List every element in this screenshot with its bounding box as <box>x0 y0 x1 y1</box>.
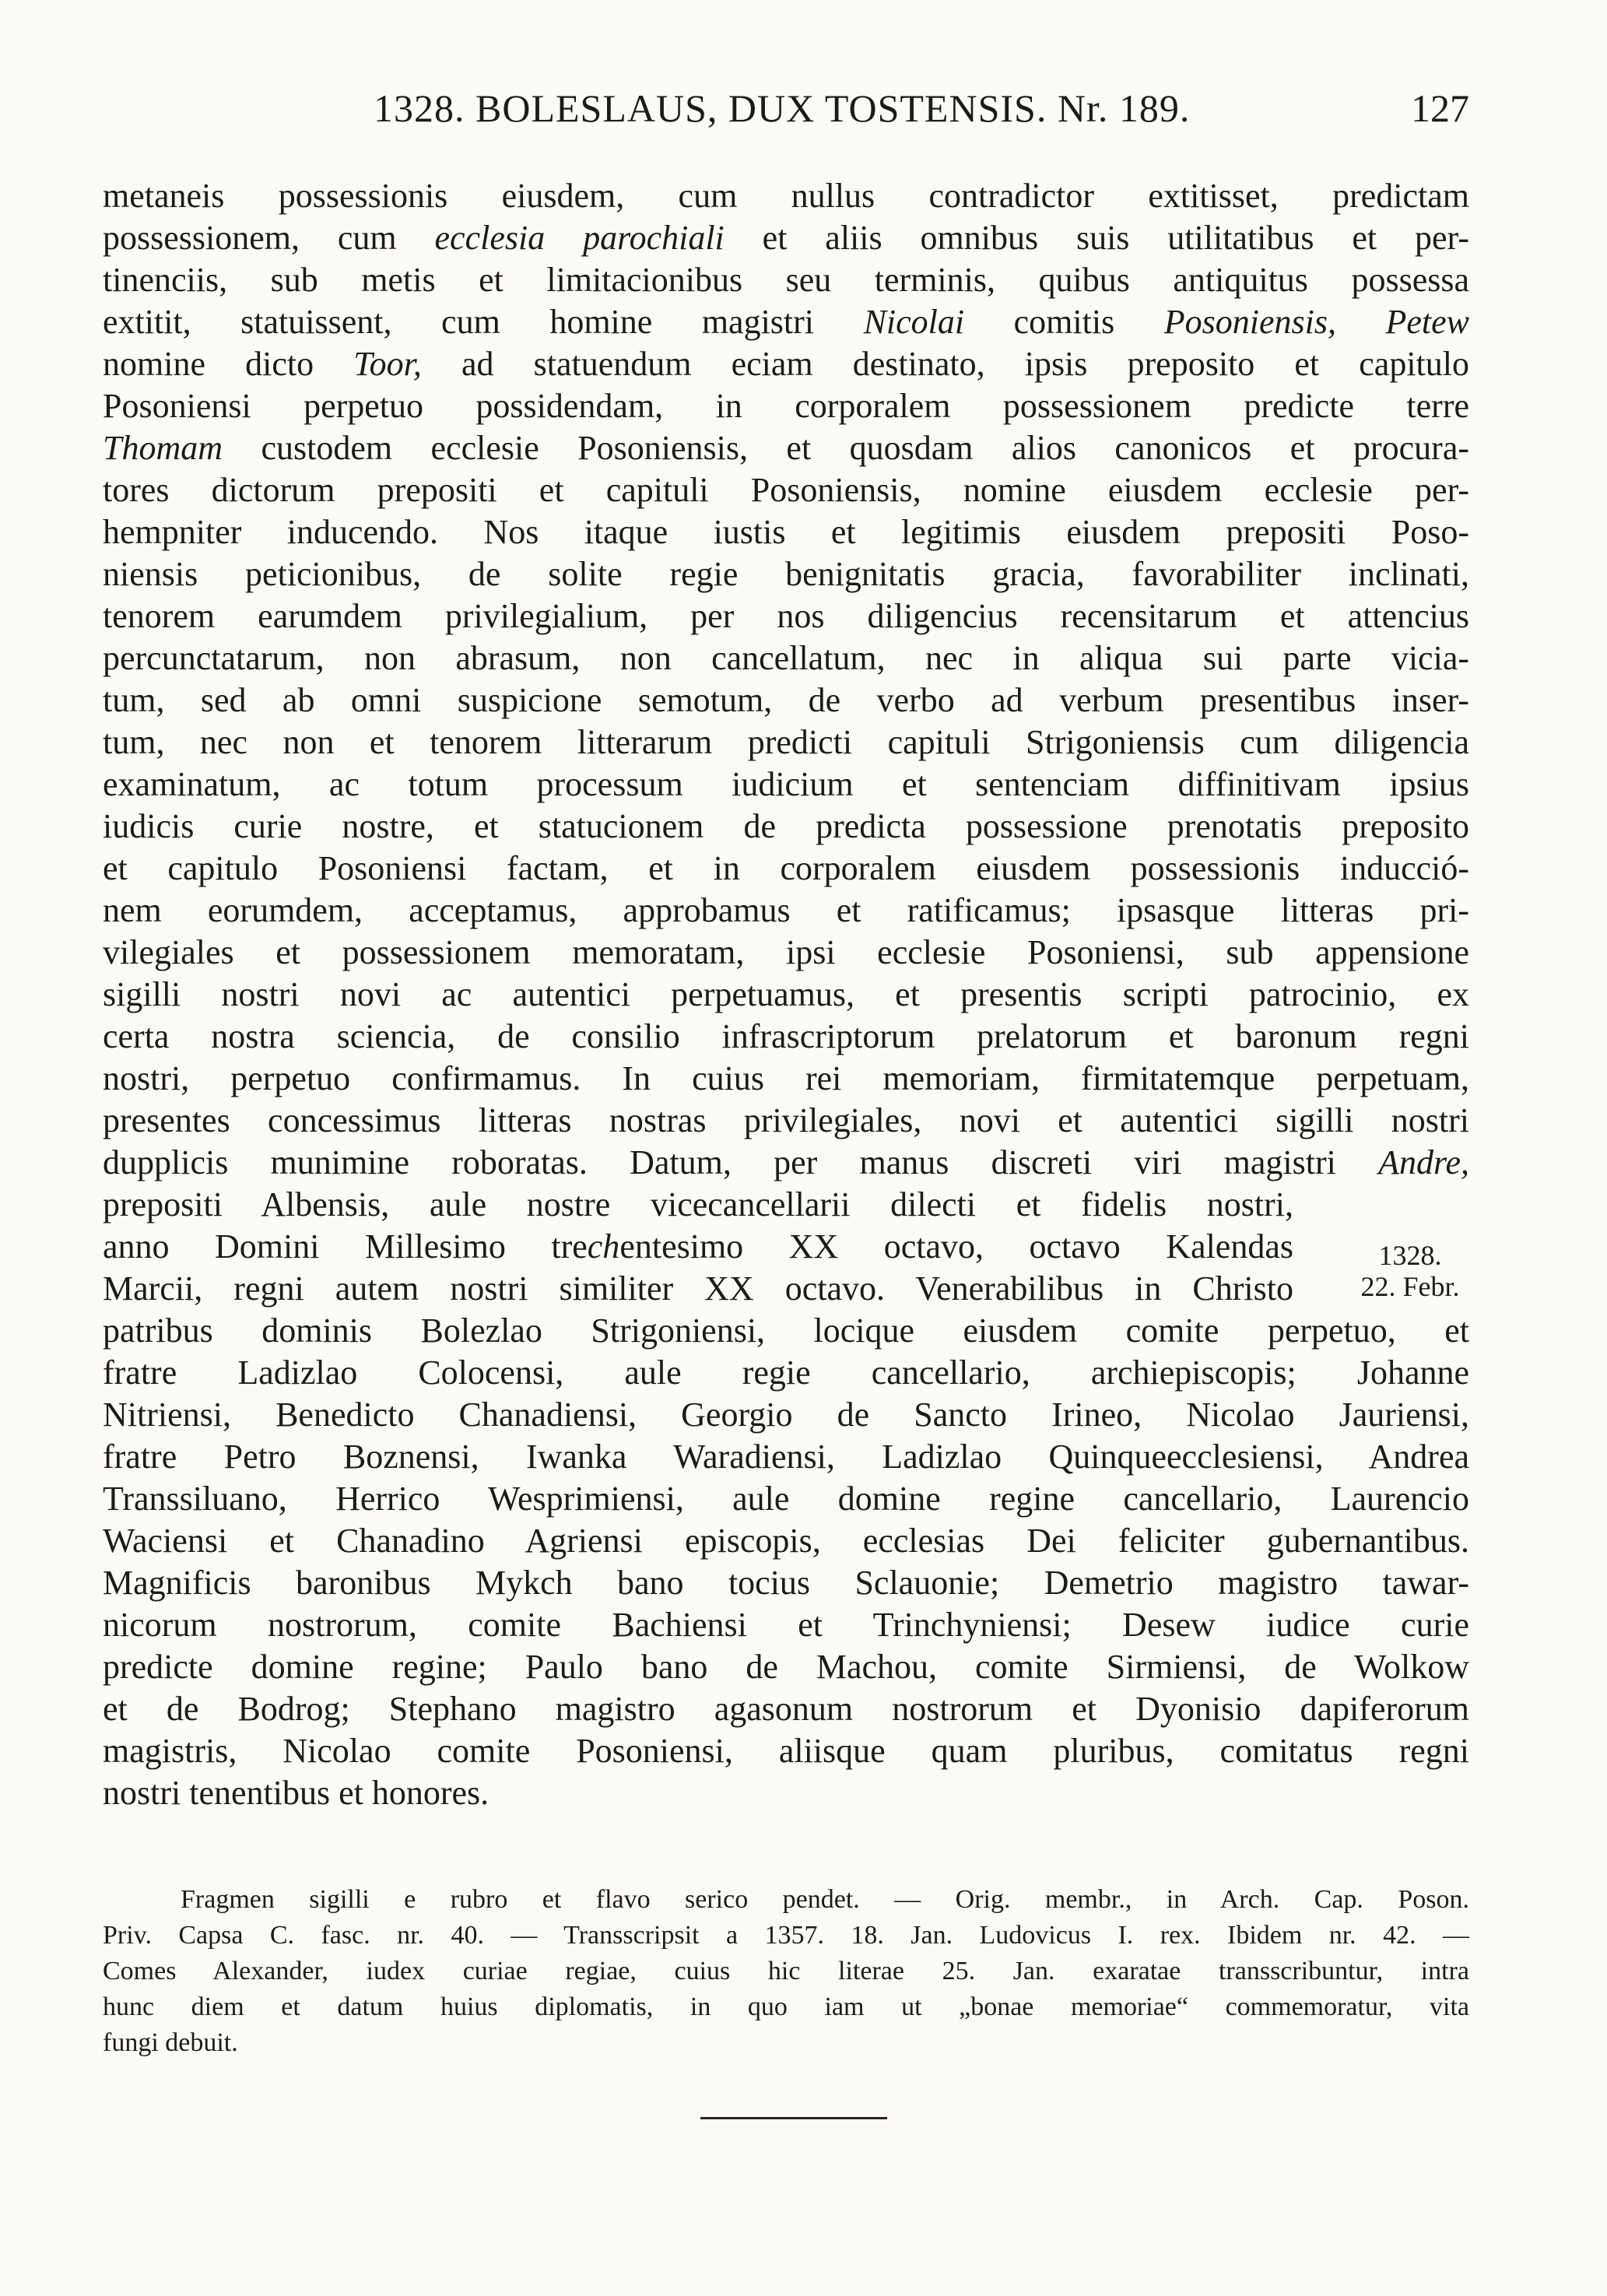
text-segment: comitis <box>964 303 1164 341</box>
text-line: fratre Ladizlao Colocensi, aule regie cancellario, archiepiscopis; Johanne <box>103 1353 1469 1392</box>
text-segment: dupplicis munimine roboratas. Datum, per manus discreti viri magistri <box>103 1143 1379 1181</box>
text-line: vilegiales et possessionem memoratam, ipsi ecclesie Posoniensi, sub appensione <box>103 933 1469 971</box>
text-line: tum, nec non et tenorem litterarum predicti capituli Strigoniensis cum diligencia <box>103 723 1469 761</box>
text-line <box>103 301 1469 343</box>
text-line <box>103 1142 1469 1184</box>
text-line: Magnificis baronibus Mykch bano tocius Sclauonie; Demetrio magistro tawar- <box>103 1564 1469 1602</box>
text-segment: anno Domini Millesimo tre <box>103 1227 588 1266</box>
margin-year: 1328. <box>1378 1240 1442 1271</box>
text-line: nicorum nostrorum, comite Bachiensi et Trinchyniensi; Desew iudice curie <box>103 1606 1469 1644</box>
text-line: prepositi Albensis, aule nostre vicecancellarii dilecti et fidelis nostri, <box>103 1185 1293 1223</box>
text-line <box>103 427 1469 469</box>
text-segment: nomine dicto <box>103 345 354 383</box>
text-line <box>103 343 1469 385</box>
text-line: Waciensi et Chanadino Agriensi episcopis, ecclesias Dei feliciter gubernantibus. <box>103 1522 1469 1560</box>
text-line: tenorem earumdem privilegialium, per nos diligencius recensitarum et attencius <box>103 597 1469 635</box>
italic-name: Nicolai <box>863 303 965 341</box>
footnote-line: Fragmen sigilli e rubro et flavo serico pendet. — Orig. membr., in Arch. Cap. Poson. <box>181 1885 1469 1914</box>
text-segment: possessionem, cum <box>103 219 435 257</box>
text-segment: custodem ecclesie Posoniensis, et quosdam alios canonicos et procura- <box>223 429 1469 467</box>
text-line: et capitulo Posoniensi factam, et in corporalem eiusdem possessionis inducció- <box>103 849 1469 887</box>
italic-name: Posoniensis, Petew <box>1163 303 1469 341</box>
footnote-line: Priv. Capsa C. fasc. nr. 40. — Transscripsit a 1357. 18. Jan. Ludovicus I. rex. Ibidem nr. 42. — <box>103 1921 1469 1950</box>
text-line: tinenciis, sub metis et limitacionibus seu terminis, quibus antiquitus possessa <box>103 261 1469 299</box>
text-segment: ad statuendum eciam destinato, ipsis preposito et capitulo <box>421 345 1469 383</box>
footnote-line: Comes Alexander, iudex curiae regiae, cuius hic literae 25. Jan. exaratae transscribuntur, intra <box>103 1957 1469 1985</box>
text-line: examinatum, ac totum processum iudicium et sentenciam diffinitivam ipsius <box>103 765 1469 803</box>
text-segment: extitit, statuissent, cum homine magistri <box>103 303 864 341</box>
text-segment: entesimo XX octavo, octavo Kalendas <box>619 1227 1293 1266</box>
italic-name: Toor, <box>353 345 422 383</box>
italic-letters: ch <box>587 1227 620 1266</box>
text-line: predicte domine regine; Paulo bano de Machou, comite Sirmiensi, de Wolkow <box>103 1648 1469 1686</box>
text-line: Posoniensi perpetuo possidendam, in corporalem possessionem predicte terre <box>103 387 1469 425</box>
running-head <box>0 81 1607 135</box>
text-line: presentes concessimus litteras nostras privilegiales, novi et autentici sigilli nostri <box>103 1101 1469 1139</box>
main-text <box>103 175 1469 1814</box>
text-line: metaneis possessionis eiusdem, cum nullus contradictor extitisset, predictam <box>103 177 1469 215</box>
text-line: magistris, Nicolao comite Posoniensi, aliisque quam pluribus, comitatus regni <box>103 1732 1469 1770</box>
italic-term: ecclesia parochiali <box>434 219 725 257</box>
text-line: sigilli nostri novi ac autentici perpetuamus, et presentis scripti patrocinio, ex <box>103 975 1469 1013</box>
text-segment: et aliis omnibus suis utilitatibus et per- <box>724 219 1469 257</box>
text-line: iudicis curie nostre, et statucionem de predicta possessione prenotatis preposito <box>103 807 1469 845</box>
footnote <box>103 1882 1469 2061</box>
footnote-line: fungi debuit. <box>103 2028 238 2057</box>
text-line: tores dictorum prepositi et capituli Posoniensis, nomine eiusdem ecclesie per- <box>103 471 1469 509</box>
text-line: patribus dominis Bolezlao Strigoniensi, locique eiusdem comite perpetuo, et <box>103 1311 1469 1350</box>
italic-name: Thomam <box>103 429 223 467</box>
text-line: fratre Petro Boznensi, Iwanka Waradiensi, Ladizlao Quinqueecclesiensi, Andrea <box>103 1438 1469 1476</box>
margin-date: 22. Febr. <box>1360 1271 1460 1302</box>
page-number: 127 <box>1411 86 1469 130</box>
text-line: hempniter inducendo. Nos itaque iustis et legitimis eiusdem prepositi Poso- <box>103 513 1469 551</box>
text-line: percunctatarum, non abrasum, non cancellatum, nec in aliqua sui parte vicia- <box>103 639 1469 677</box>
text-line: certa nostra sciencia, de consilio infrascriptorum prelatorum et baronum regni <box>103 1017 1469 1055</box>
end-rule <box>700 2117 887 2119</box>
text-line: nostri, perpetuo confirmamus. In cuius rei memoriam, firmitatemque perpetuam, <box>103 1059 1469 1097</box>
italic-name: Andre, <box>1378 1143 1469 1181</box>
text-line: Nitriensi, Benedicto Chanadiensi, Georgio de Sancto Irineo, Nicolao Jauriensi, <box>103 1396 1469 1434</box>
text-line: et de Bodrog; Stephano magistro agasonum nostrorum et Dyonisio dapiferorum <box>103 1690 1469 1728</box>
text-line <box>103 1226 1293 1268</box>
running-title: 1328. BOLESLAUS, DUX TOSTENSIS. Nr. 189. <box>374 86 1191 130</box>
text-line: niensis peticionibus, de solite regie benignitatis gracia, favorabiliter inclinati, <box>103 555 1469 593</box>
text-line: Marcii, regni autem nostri similiter XX octavo. Venerabilibus in Christo <box>103 1269 1293 1308</box>
text-line: tum, sed ab omni suspicione semotum, de verbo ad verbum presentibus inser- <box>103 681 1469 719</box>
text-line: Transsiluano, Herrico Wesprimiensi, aule domine regine cancellario, Laurencio <box>103 1480 1469 1518</box>
footnote-line: hunc diem et datum huius diplomatis, in quo iam ut „bonae memoriae“ commemoratur, vita <box>103 1992 1469 2021</box>
text-line <box>103 217 1469 259</box>
margin-date-note <box>1332 1240 1488 1302</box>
text-line: nem eorumdem, acceptamus, approbamus et ratificamus; ipsasque litteras pri- <box>103 891 1469 929</box>
text-line: nostri tenentibus et honores. <box>103 1774 489 1812</box>
